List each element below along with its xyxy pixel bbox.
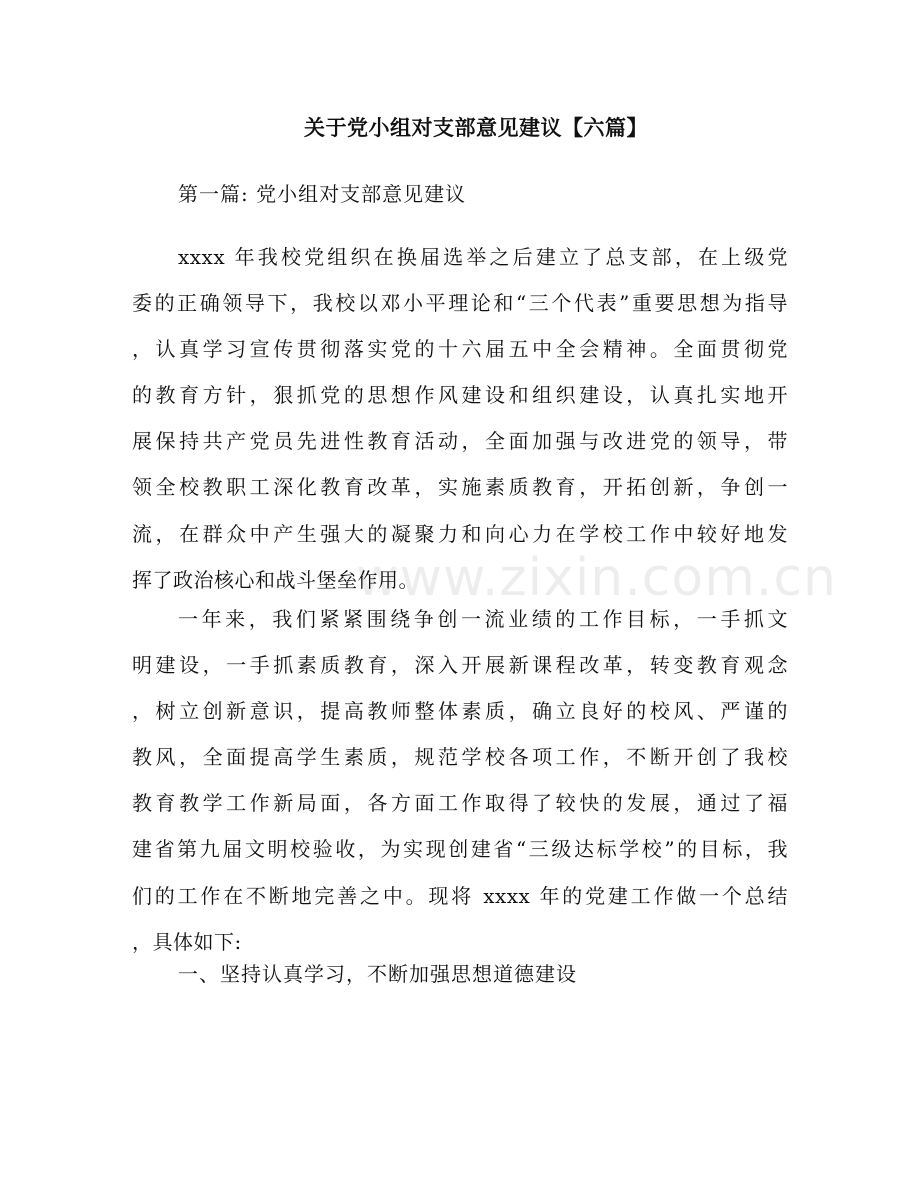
paragraph-line: 明建设，一手抓素质教育，深入开展新课程改革，转变教育观念 <box>132 653 788 678</box>
paragraph-line: 流，在群众中产生强大的凝聚力和向心力在学校工作中较好地发 <box>132 521 788 546</box>
paragraph-line: ，认真学习宣传贯彻落实党的十六届五中全会精神。全面贯彻党 <box>132 337 788 362</box>
paragraph-line: 建省第九届文明校验收，为实现创建省“三级达标学校”的目标，我 <box>132 837 788 862</box>
paragraph-line: 们的工作在不断地完善之中。现将 xxxx 年的党建工作做一个总结 <box>132 883 788 908</box>
paragraph-line: 挥了政治核心和战斗堡垒作用。 <box>132 567 419 592</box>
paragraph-line: 委的正确领导下，我校以邓小平理论和“三个代表”重要思想为指导 <box>132 291 788 316</box>
paragraph-line: ，树立创新意识，提高教师整体素质，确立良好的校风、严谨的 <box>132 699 788 724</box>
paragraph-line: ，具体如下: <box>132 929 242 954</box>
paragraph-line: 展保持共产党员先进性教育活动，全面加强与改进党的领导，带 <box>132 429 788 454</box>
section-subtitle: 第一篇: 党小组对支部意见建议 <box>178 182 467 206</box>
paragraph-line: xxxx 年我校党组织在换届选举之后建立了总支部，在上级党 <box>178 245 788 269</box>
watermark: www.zixin.com.cn <box>356 548 837 608</box>
paragraph-line: 的教育方针，狠抓党的思想作风建设和组织建设，认真扎实地开 <box>132 383 788 408</box>
paragraph-line: 教育教学工作新局面，各方面工作取得了较快的发展，通过了福 <box>132 791 788 816</box>
paragraph-2 <box>132 596 788 965</box>
paragraph-line: 领全校教职工深化教育改革，实施素质教育，开拓创新，争创一 <box>132 475 788 500</box>
paragraph-line: 教风，全面提高学生素质，规范学校各项工作，不断开创了我校 <box>132 745 788 770</box>
document-title: 关于党小组对支部意见建议【六篇】 <box>304 116 648 140</box>
paragraph-line: 一年来，我们紧紧围绕争创一流业绩的工作目标，一手抓文 <box>178 607 788 631</box>
section-heading: 一、坚持认真学习，不断加强思想道德建设 <box>178 962 577 986</box>
paragraph-1 <box>132 234 788 603</box>
